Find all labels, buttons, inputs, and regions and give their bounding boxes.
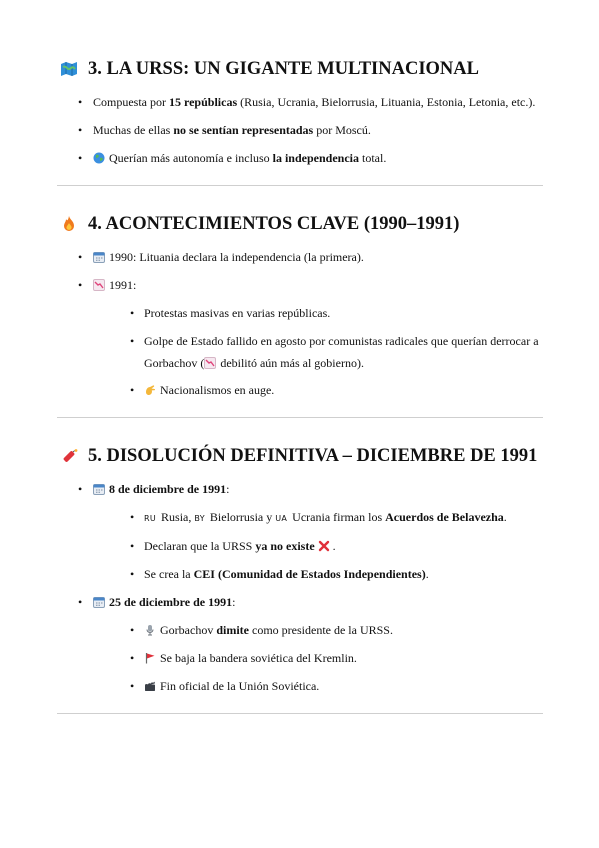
list-item (57, 481, 543, 583)
bold-text: 25 de diciembre de 1991 (109, 595, 233, 609)
section-5 (57, 444, 543, 695)
list-item (129, 566, 543, 583)
text: Bielorrusia y (206, 510, 276, 524)
raised-hand-icon (144, 384, 156, 396)
text: por Moscú. (313, 123, 371, 137)
list-item (57, 594, 543, 695)
list-item (57, 122, 543, 139)
text: total. (358, 151, 387, 165)
text: . (329, 539, 336, 553)
section-4-list (57, 249, 543, 399)
red-flag-icon (144, 652, 156, 664)
text: Protestas masivas en varias repúblicas. (144, 306, 331, 320)
fire-icon (60, 215, 78, 233)
text: Muchas de ellas (93, 123, 174, 137)
section-3 (57, 57, 543, 167)
list-item (129, 509, 543, 527)
divider (57, 185, 543, 186)
text: (Rusia, Ucrania, Bielorrusia, Lituania, Estonia, Letonia, etc.). (237, 95, 536, 109)
text: . (425, 567, 429, 581)
microphone-icon (144, 624, 156, 636)
globe-icon (93, 152, 105, 164)
section-3-list (57, 94, 543, 167)
list-item (129, 305, 543, 322)
ukraine-flag-icon: UA (275, 514, 288, 523)
list-item (129, 330, 543, 374)
belarus-flag-icon: BY (194, 514, 205, 523)
section-3-title: 3. LA URSS: UN GIGANTE MULTINACIONAL (88, 59, 479, 79)
text: : (226, 482, 230, 496)
section-5-heading (57, 444, 543, 468)
bold-text: 8 de diciembre de 1991 (109, 482, 227, 496)
map-icon (60, 60, 78, 78)
text: como presidente de la URSS. (249, 623, 393, 637)
list-item (57, 249, 543, 266)
bold-text: la independencia (272, 151, 359, 165)
list-item (129, 538, 543, 555)
section-4 (57, 212, 543, 399)
list-item (129, 650, 543, 667)
section-5-title: 5. DISOLUCIÓN DEFINITIVA – DICIEMBRE DE 1991 (88, 446, 538, 466)
bold-text: ya no existe (255, 539, 315, 553)
section-4-heading (57, 212, 543, 236)
list-item (57, 150, 543, 167)
date-1-sublist (93, 509, 543, 583)
text: Declaran que la URSS (144, 539, 256, 553)
clapper-board-icon (144, 680, 156, 692)
bold-text: 15 repúblicas (169, 95, 238, 109)
divider (57, 713, 543, 714)
chart-decreasing-icon (204, 357, 216, 369)
text: Rusia, (158, 510, 195, 524)
dynamite-icon (60, 447, 78, 465)
text: 1990: Lituania declara la independencia (la primera). (109, 250, 364, 264)
text: Compuesta por (93, 95, 169, 109)
divider (57, 417, 543, 418)
list-item (57, 94, 543, 111)
text: Se crea la (144, 567, 194, 581)
bold-text: dimite (216, 623, 249, 637)
calendar-icon (93, 596, 105, 608)
text: Gorbachov (160, 623, 217, 637)
list-item (57, 277, 543, 399)
bold-text: no se sentían representadas (173, 123, 314, 137)
section-4-title: 4. ACONTECIMIENTOS CLAVE (1990–1991) (88, 214, 460, 234)
text: . (503, 510, 507, 524)
russia-flag-icon: RU (144, 514, 157, 523)
list-item (129, 622, 543, 639)
section-4-sublist (93, 305, 543, 399)
chart-decreasing-icon (93, 279, 105, 291)
bold-text: CEI (Comunidad de Estados Independientes) (193, 567, 426, 581)
text: Fin oficial de la Unión Soviética. (160, 679, 320, 693)
section-3-heading (57, 57, 543, 81)
bold-text: Acuerdos de Belavezha (385, 510, 504, 524)
section-5-list (57, 481, 543, 695)
text: 1991: (109, 278, 137, 292)
text: : (232, 595, 236, 609)
text: debilitó aún más al gobierno). (217, 356, 364, 370)
list-item (129, 382, 543, 399)
text: Ucrania firman los (289, 510, 386, 524)
text: Querían más autonomía e incluso (109, 151, 273, 165)
calendar-icon (93, 483, 105, 495)
calendar-icon (93, 251, 105, 263)
list-item (129, 678, 543, 695)
cross-mark-icon (318, 540, 330, 552)
text: Golpe de Estado fallido en agosto por comunistas radicales que querían derrocar a Gorbachov ( (144, 334, 539, 370)
date-2-sublist (93, 622, 543, 695)
text: Se baja la bandera soviética del Kremlin. (160, 651, 357, 665)
text: Nacionalismos en auge. (160, 383, 275, 397)
